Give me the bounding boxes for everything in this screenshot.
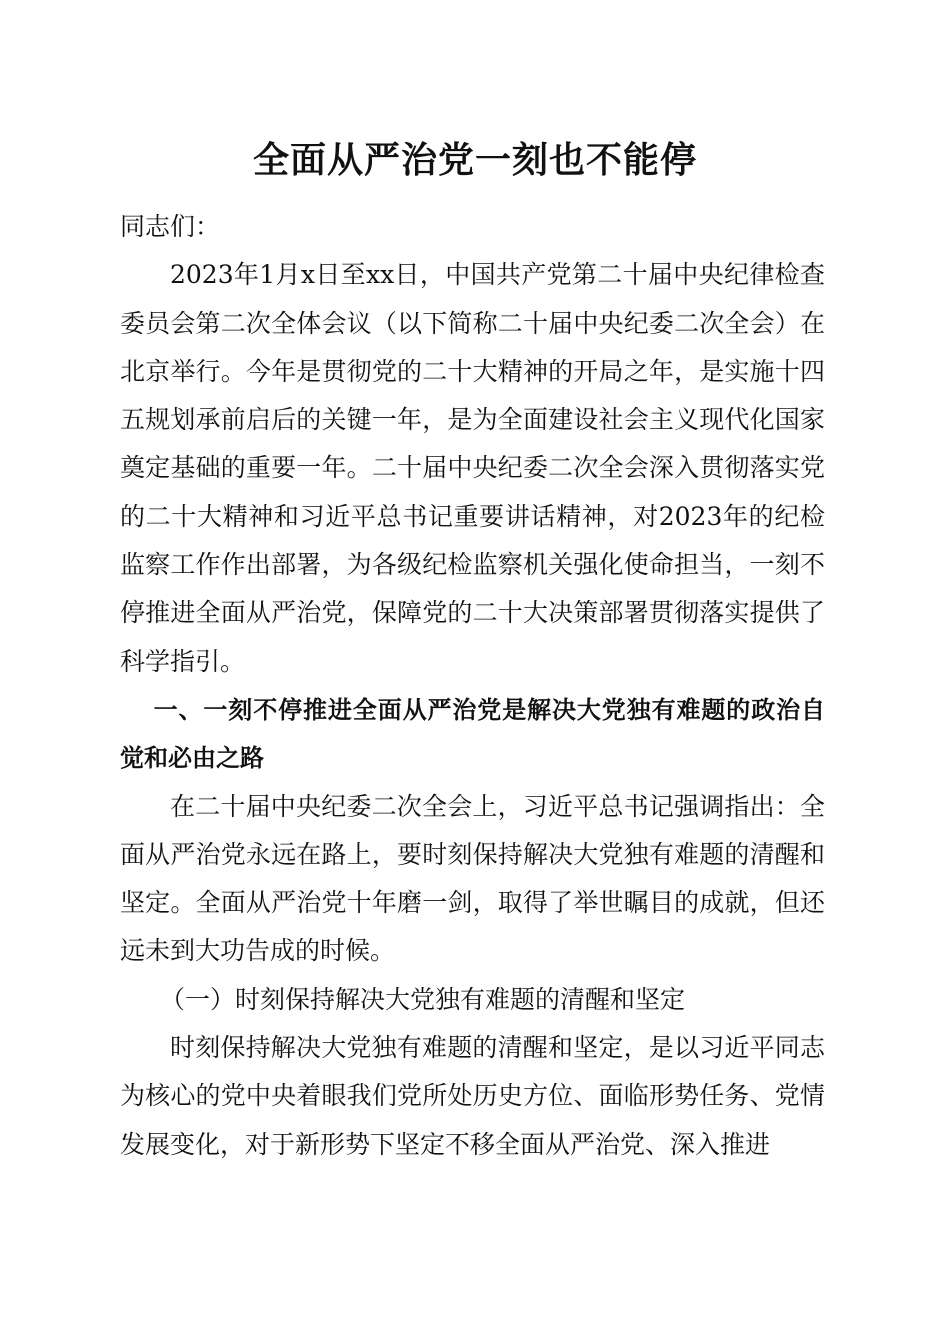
section-1-paragraph: 在二十届中央纪委二次全会上，习近平总书记强调指出：全面从严治党永远在路上，要时刻保持解决大党独有难题的清醒和坚定。全面从严治党十年磨一剑，取得了举世瞩目的成就，但还远未到大功告成的时候。 xyxy=(120,791,825,966)
salutation: 同志们： xyxy=(120,212,221,241)
section-1-heading: 一、一刻不停推进全面从严治党是解决大党独有难题的政治自觉和必由之路 xyxy=(120,695,825,773)
intro-paragraph: 2023年1月x日至xx日，中国共产党第二十届中央纪律检查委员会第二次全体会议（以下简称二十届中央纪委二次全会）在北京举行。今年是贯彻党的二十大精神的开局之年，是实施十四五规划承前启后的关键一年，是为全面建设社会主义现代化国家奠定基础的重要一年。二十届中央纪委二次全会深入贯彻落实党的二十大精神和习近平总书记重要讲话精神，对2023年的纪检监察工作作出部署，为各级纪检监察机关强化使命担当，一刻不停推进全面从严治党，保障党的二十大决策部署贯彻落实提供了科学指引。 xyxy=(120,260,825,676)
document-title: 全面从严治党一刻也不能停 xyxy=(252,139,697,181)
subsection-1-paragraph: 时刻保持解决大党独有难题的清醒和坚定，是以习近平同志为核心的党中央着眼我们党所处历史方位、面临形势任务、党情发展变化，对于新形势下坚定不移全面从严治党、深入推进 xyxy=(120,1033,825,1159)
subsection-1-heading: （一）时刻保持解决大党独有难题的清醒和坚定 xyxy=(160,984,686,1014)
document-body xyxy=(120,203,825,1169)
